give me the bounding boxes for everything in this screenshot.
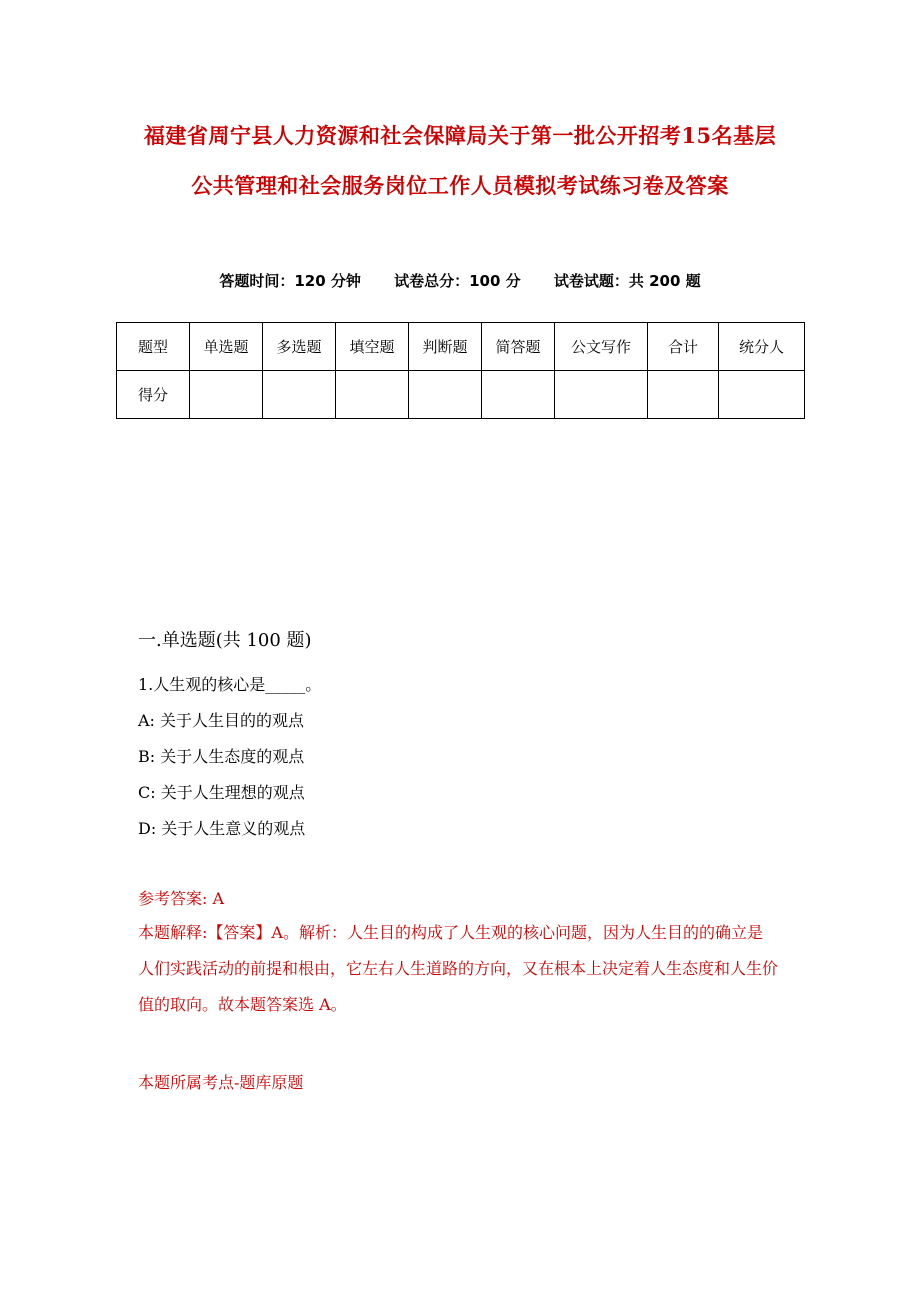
section-title: 一.单选题(共 100 题)	[138, 630, 312, 651]
score-cell	[719, 371, 805, 419]
table-header-cell: 题型	[117, 323, 190, 371]
question-source: 本题所属考点-题库原题	[138, 1073, 304, 1092]
table-row-label: 得分	[117, 371, 190, 419]
exam-meta	[0, 270, 920, 291]
table-header-cell: 判断题	[409, 323, 482, 371]
option-a: A: 关于人生目的的观点	[138, 711, 305, 730]
score-cell	[648, 371, 719, 419]
score-cell	[482, 371, 555, 419]
question-stem: 1.人生观的核心是_____。	[138, 675, 322, 694]
table-header-cell: 合计	[648, 323, 719, 371]
score-table	[116, 322, 805, 419]
option-b: B: 关于人生态度的观点	[138, 747, 305, 766]
score-cell	[336, 371, 409, 419]
option-d: D: 关于人生意义的观点	[138, 819, 306, 838]
reference-answer: 参考答案: A	[138, 889, 225, 908]
score-cell	[190, 371, 263, 419]
table-header-cell: 简答题	[482, 323, 555, 371]
document-title-line-1: 福建省周宁县人力资源和社会保障局关于第一批公开招考15名基层	[143, 123, 777, 148]
document-title-line-2: 公共管理和社会服务岗位工作人员模拟考试练习卷及答案	[191, 173, 729, 198]
table-header-cell: 统分人	[719, 323, 805, 371]
exam-question-count: 试卷试题：共 200 题	[553, 272, 701, 290]
exam-time: 答题时间：120 分钟	[219, 272, 361, 290]
score-cell	[263, 371, 336, 419]
answer-explanation: 本题解释:【答案】A。解析：人生目的构成了人生观的核心问题，因为人生目的的确立是人们实践活动的前提和根由，它左右人生道路的方向，又在根本上决定着人生态度和人生价值的取向。故本题答案选 A。	[138, 923, 779, 1014]
score-cell	[555, 371, 648, 419]
table-header-cell: 单选题	[190, 323, 263, 371]
table-header-cell: 填空题	[336, 323, 409, 371]
exam-total-score: 试卷总分：100 分	[394, 272, 521, 290]
option-c: C: 关于人生理想的观点	[138, 783, 305, 802]
score-cell	[409, 371, 482, 419]
score-table-score-row	[117, 371, 805, 419]
table-header-cell: 多选题	[263, 323, 336, 371]
score-table-header-row	[117, 323, 805, 371]
table-header-cell: 公文写作	[555, 323, 648, 371]
